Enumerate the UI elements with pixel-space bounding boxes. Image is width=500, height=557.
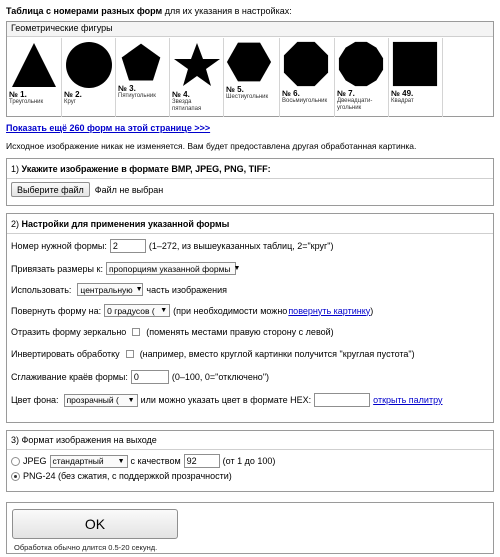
- chevron-down-icon: ▼: [117, 457, 125, 465]
- jpeg-label: JPEG: [23, 456, 47, 466]
- shape-item-6[interactable]: [280, 38, 335, 117]
- invert-row: [11, 349, 415, 359]
- open-palette-link[interactable]: открыть палитру: [373, 395, 443, 405]
- invert-label: Инвертировать обработку: [11, 349, 120, 359]
- ok-button[interactable]: OK: [12, 509, 178, 539]
- jpeg-quality-select[interactable]: [50, 455, 128, 468]
- file-status: Файл не выбран: [94, 184, 164, 195]
- submit-area: [6, 502, 494, 554]
- shape-number-hint: (1–272, из вышеуказанных таблиц, 2="круг"): [148, 241, 334, 251]
- use-select[interactable]: [77, 283, 143, 296]
- divider: [7, 233, 493, 234]
- smooth-label: Сглаживание краёв формы:: [11, 372, 128, 382]
- rotate-hint: (при необходимости можно: [173, 305, 288, 316]
- png-row: [11, 471, 232, 481]
- shape-name: Квадрат: [391, 98, 414, 104]
- section-upload: [6, 158, 494, 206]
- smooth-hint: (0–100, 0="отключено"): [171, 372, 270, 382]
- shape-item-2[interactable]: [62, 38, 116, 117]
- shape-item-3[interactable]: [116, 38, 170, 117]
- section-number: 1): [11, 164, 22, 174]
- section-settings-title: [11, 219, 229, 229]
- shapes-table: [6, 21, 494, 117]
- shape-number: № 2.: [64, 90, 82, 99]
- shape-name: Шестиугольник: [226, 94, 269, 100]
- shape-item-7[interactable]: [335, 38, 389, 117]
- shape-item-5[interactable]: [224, 38, 280, 117]
- mirror-row: [11, 327, 334, 337]
- processing-time-note: Обработка обычно длится 0.5-20 секунд.: [14, 543, 158, 552]
- heading-bold: Таблица с номерами разных форм: [6, 6, 163, 16]
- divider: [7, 449, 493, 450]
- invert-hint: (например, вместо круглой картинки получится "круглая пустота"): [139, 349, 415, 359]
- section-number: 3): [11, 435, 22, 445]
- chevron-down-icon: ▼: [160, 307, 168, 314]
- jpeg-quality-label: с качеством: [130, 456, 181, 466]
- section-number: 2): [11, 219, 22, 229]
- file-row: [11, 182, 163, 197]
- rotate-select[interactable]: [104, 304, 170, 317]
- section-title-text: Формат изображения на выходе: [21, 435, 157, 445]
- shape-number-label: Номер нужной формы:: [11, 241, 107, 251]
- use-label: Использовать:: [11, 284, 72, 295]
- shape-number: № 49.: [391, 89, 414, 98]
- bg-hint: или можно указать цвет в формате HEX:: [140, 395, 312, 405]
- rotate-hint-end: ): [370, 305, 374, 316]
- shape-name: Треугольник: [9, 99, 44, 105]
- mirror-label: Отразить форму зеркально: [11, 327, 127, 337]
- shape-number: № 4.: [172, 90, 190, 99]
- shape-number: № 3.: [118, 84, 136, 93]
- section-output-format: [6, 430, 494, 492]
- shape-item-4[interactable]: [170, 38, 224, 117]
- bind-row: [11, 262, 241, 275]
- divider: [7, 178, 493, 179]
- invert-checkbox[interactable]: [126, 350, 134, 358]
- use-suffix: часть изображения: [146, 284, 228, 295]
- bg-select-value: прозрачный (: [66, 395, 119, 405]
- shape-number: № 6.: [282, 89, 300, 98]
- square-icon: [391, 40, 439, 88]
- bg-hex-input[interactable]: [314, 393, 370, 407]
- jpeg-quality-input[interactable]: 92: [184, 454, 220, 468]
- rotate-select-value: 0 градусов (: [107, 305, 155, 316]
- section-title-text: Настройки для применения указанной формы: [21, 219, 230, 229]
- shape-number-input[interactable]: 2: [110, 239, 146, 253]
- info-note: Исходное изображение никак не изменяется. Вам будет предоставлена другая обработанная картинка.: [6, 141, 417, 151]
- chevron-down-icon: ▼: [127, 396, 135, 404]
- section-upload-title: [11, 164, 271, 174]
- smooth-row: [11, 370, 269, 384]
- bg-select[interactable]: [64, 394, 138, 407]
- dodecagon-icon: [337, 40, 385, 88]
- use-row: [11, 283, 227, 296]
- shape-item-49[interactable]: [389, 38, 443, 117]
- bg-row: [11, 393, 442, 407]
- choose-file-button[interactable]: Выберите файл: [11, 182, 90, 197]
- shape-name: Круг: [64, 99, 76, 105]
- chevron-down-icon: ▼: [135, 286, 143, 293]
- triangle-icon: [9, 40, 59, 90]
- bind-label: Привязать размеры к:: [11, 263, 103, 274]
- jpeg-radio[interactable]: [11, 457, 20, 466]
- more-shapes-link[interactable]: Показать ещё 260 форм на этой странице >>>: [6, 123, 211, 133]
- rotate-picture-link[interactable]: повернуть картинку: [288, 305, 371, 316]
- shapes-table-header: Геометрические фигуры: [7, 22, 493, 37]
- rotate-label: Повернуть форму на:: [11, 305, 102, 316]
- jpeg-quality-select-value: стандартный: [52, 456, 104, 466]
- shape-name: Восьмиугольник: [282, 98, 328, 104]
- rotate-row: [11, 304, 373, 317]
- mirror-checkbox[interactable]: [132, 328, 140, 336]
- mirror-hint: (поменять местами правую сторону с левой): [146, 327, 334, 337]
- shape-item-1[interactable]: [7, 38, 62, 117]
- bg-label: Цвет фона:: [11, 395, 59, 405]
- shape-number-row: [11, 239, 334, 253]
- bind-select[interactable]: [106, 262, 241, 275]
- circle-icon: [64, 40, 114, 90]
- shape-number: № 5.: [226, 85, 244, 94]
- chevron-down-icon: ▼: [233, 265, 241, 272]
- shape-name: Пятиугольник: [118, 93, 156, 99]
- shape-number: № 7.: [337, 89, 355, 98]
- star-icon: [172, 40, 222, 90]
- shape-number: № 1.: [9, 90, 27, 99]
- section-output-title: [11, 435, 157, 445]
- jpeg-row: [11, 454, 275, 468]
- use-select-value: центральную: [80, 284, 133, 295]
- pentagon-icon: [118, 40, 164, 86]
- heading-rest: для их указания в настройках:: [162, 6, 292, 16]
- shape-name: Двенадцати-угольник: [337, 98, 373, 111]
- shape-name: Звезда пятилапая: [172, 99, 202, 112]
- png-label: PNG-24 (без сжатия, с поддержкой прозрачности): [23, 471, 232, 481]
- bind-select-value: пропорциям указанной формы: [108, 263, 231, 274]
- png-radio[interactable]: [11, 472, 20, 481]
- octagon-icon: [282, 40, 330, 88]
- section-title-text: Укажите изображение в формате BMP, JPEG, PNG, TIFF:: [21, 164, 271, 174]
- smooth-input[interactable]: 0: [131, 370, 169, 384]
- section-settings: [6, 213, 494, 423]
- hexagon-icon: [226, 40, 272, 84]
- page-heading: [6, 6, 292, 16]
- jpeg-quality-hint: (от 1 до 100): [222, 456, 276, 466]
